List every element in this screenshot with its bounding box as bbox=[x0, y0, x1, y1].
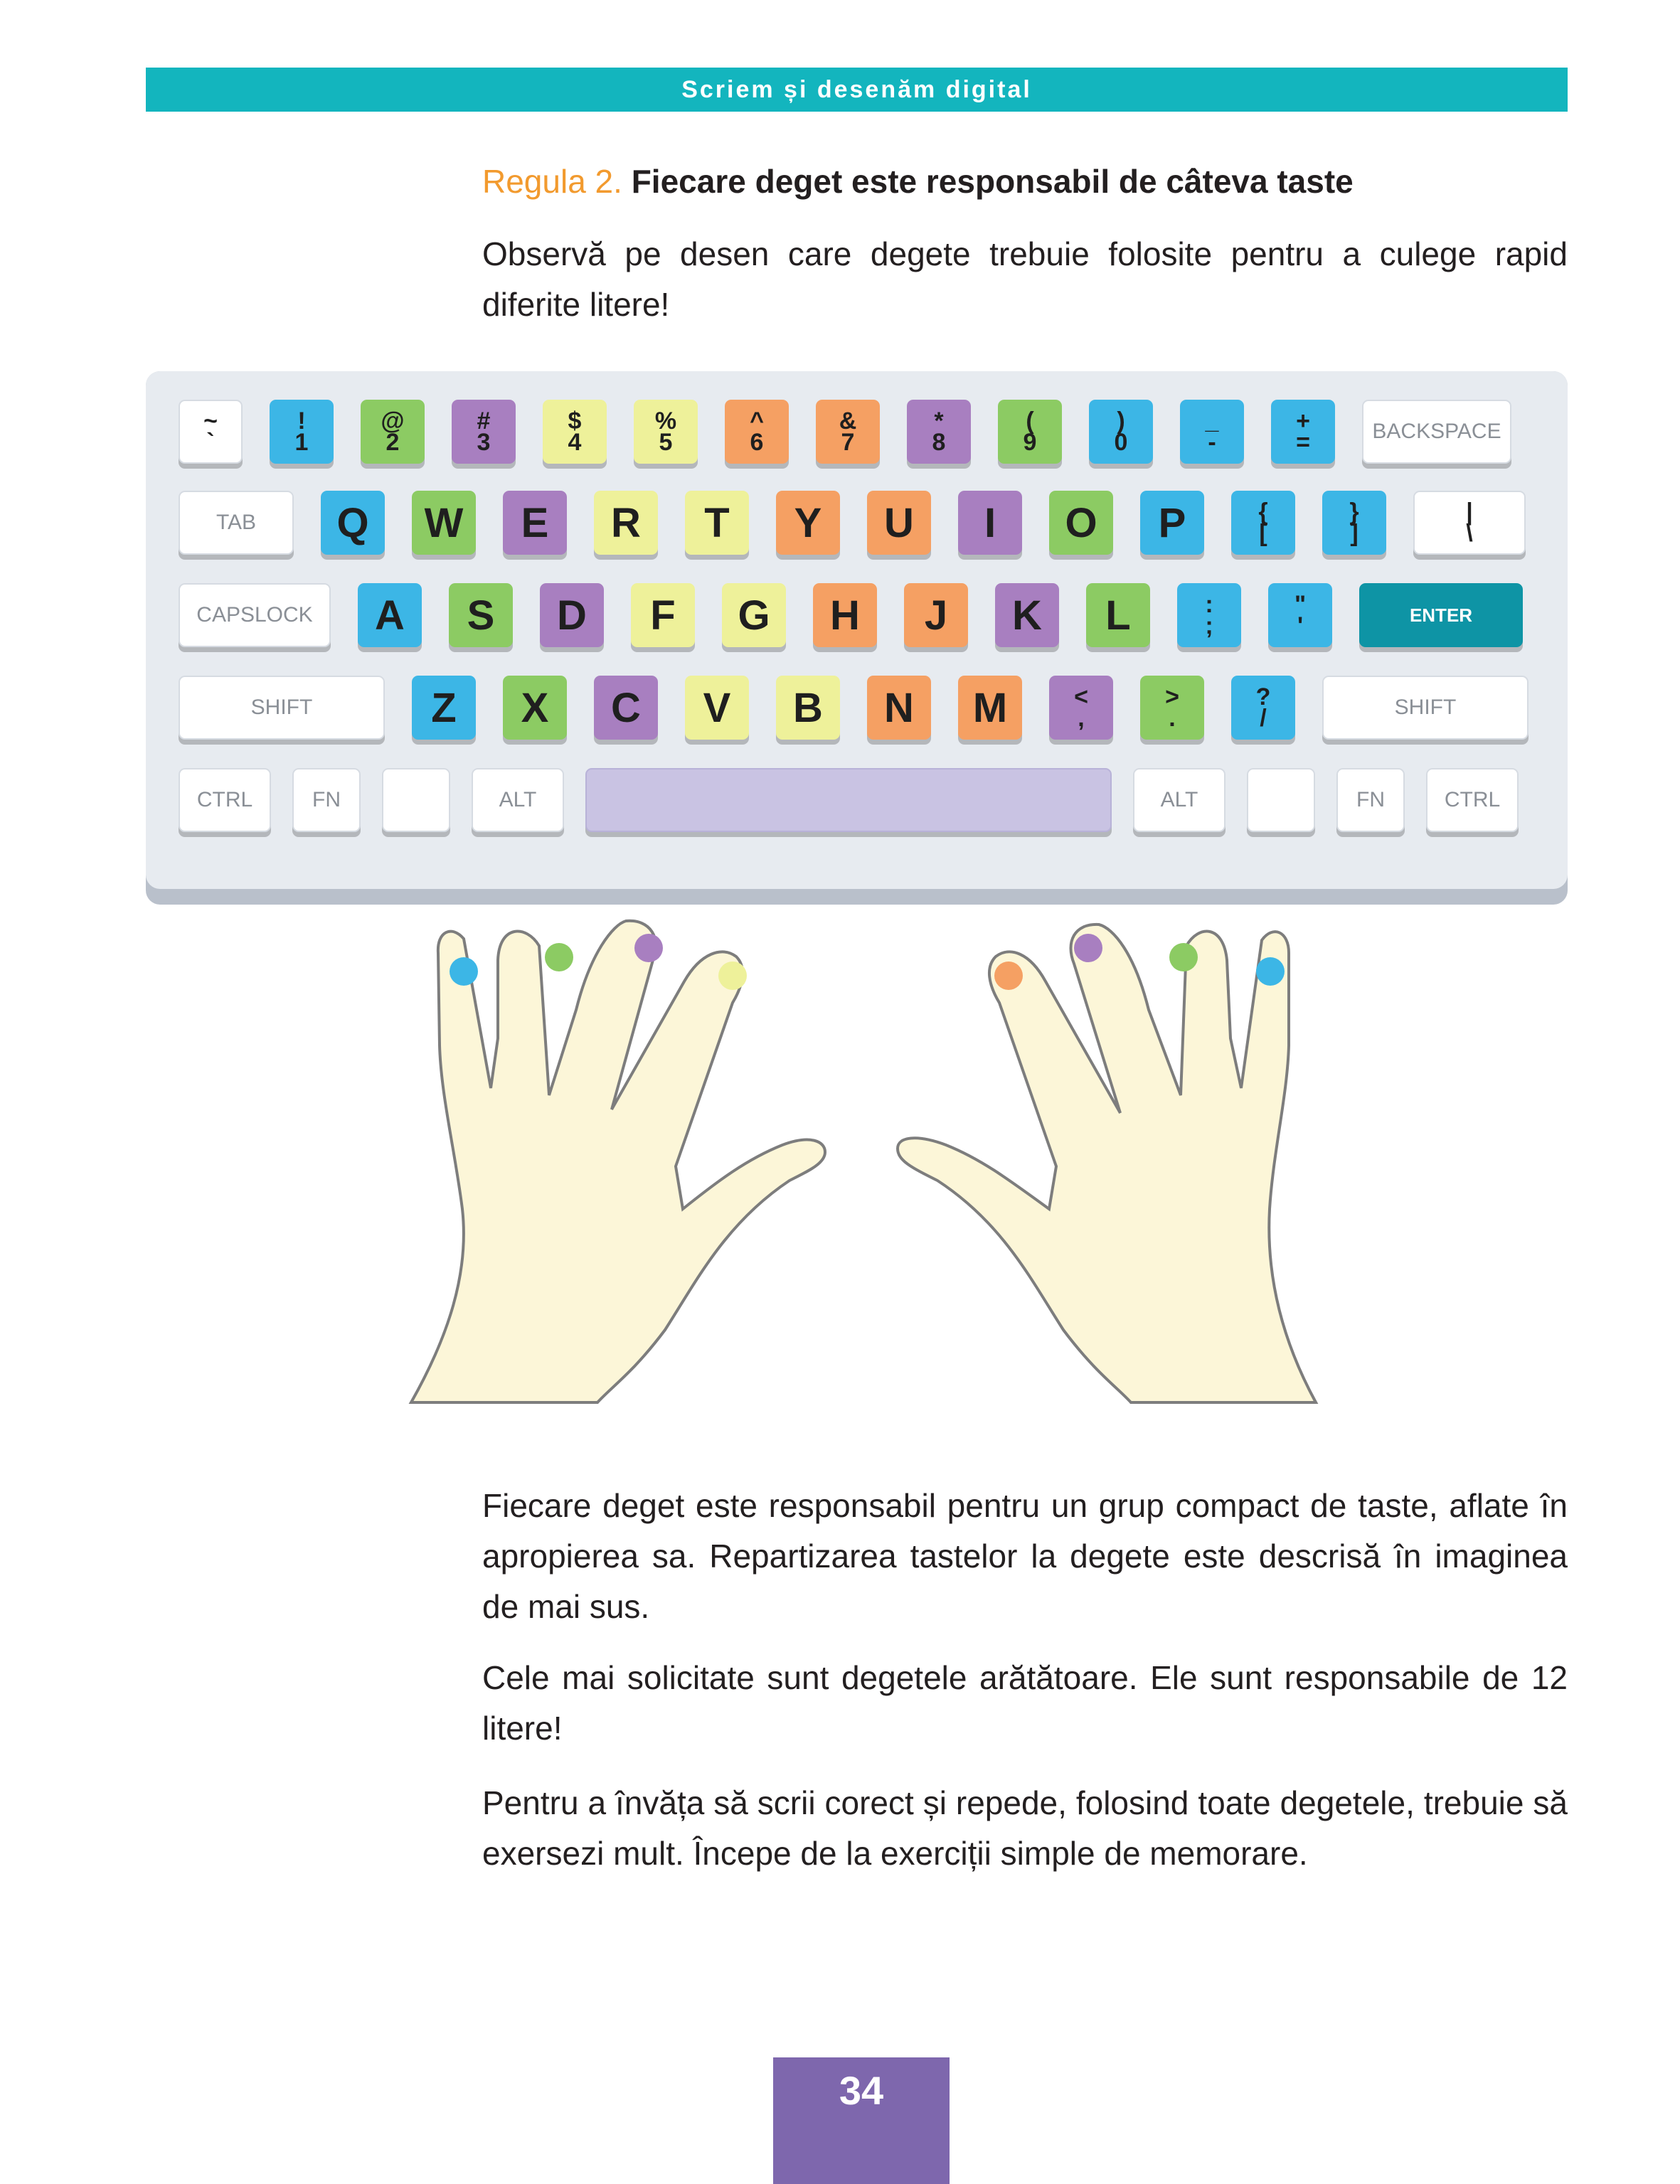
key-shift-char: # bbox=[477, 407, 491, 435]
key-symbol bbox=[543, 400, 607, 464]
key-base-char: . bbox=[1169, 705, 1176, 732]
key-e: E bbox=[503, 491, 567, 555]
key-fn: FN bbox=[292, 768, 361, 832]
key-base-char: ; bbox=[1205, 612, 1213, 639]
key-p: P bbox=[1140, 491, 1204, 555]
key-w: W bbox=[412, 491, 476, 555]
key-base-char: 8 bbox=[932, 429, 946, 456]
left-hand-outline bbox=[411, 921, 825, 1402]
key-shift-char: ~ bbox=[203, 407, 218, 435]
key-shift-char: * bbox=[934, 407, 944, 435]
key-base-char: 3 bbox=[477, 429, 491, 456]
key-d: D bbox=[540, 583, 604, 647]
body-paragraph-1: Fiecare deget este responsabil pentru un grup compact de taste, aflate în apropierea sa. Repartizarea tastelor la degete este descrisă în imaginea de mai sus. bbox=[482, 1487, 1568, 1625]
key-capslock: CAPSLOCK bbox=[179, 583, 331, 647]
key-base-char: 0 bbox=[1114, 429, 1128, 456]
key-base-char: - bbox=[1208, 429, 1216, 456]
right-pinky-tip bbox=[1256, 957, 1285, 986]
key-n: N bbox=[867, 676, 931, 740]
key-c: C bbox=[594, 676, 658, 740]
key-r: R bbox=[594, 491, 658, 555]
key-symbol bbox=[1271, 400, 1335, 464]
right-hand-outline bbox=[898, 925, 1316, 1402]
key-base-char: = bbox=[1296, 429, 1310, 456]
key-base-char: , bbox=[1078, 705, 1085, 732]
left-hand bbox=[405, 924, 457, 1402]
key-shift-char: & bbox=[839, 407, 857, 435]
rule-title: Fiecare deget este responsabil de câteva taste bbox=[631, 163, 1354, 200]
key-j: J bbox=[904, 583, 968, 647]
key-t: T bbox=[685, 491, 749, 555]
key-a: A bbox=[358, 583, 422, 647]
key-shift-char: ( bbox=[1026, 407, 1034, 435]
right-middle-tip bbox=[1074, 934, 1102, 962]
key-symbol bbox=[998, 400, 1062, 464]
key-m: M bbox=[958, 676, 1022, 740]
key-shift-char: ! bbox=[297, 407, 306, 435]
key-symbol bbox=[634, 400, 698, 464]
key-base-char: 7 bbox=[841, 429, 855, 456]
key-shift: SHIFT bbox=[1322, 676, 1529, 740]
key-base-char: / bbox=[1260, 705, 1267, 732]
left-pinky-tip bbox=[450, 957, 478, 986]
chapter-title: Scriem și desenăm digital bbox=[681, 75, 1032, 103]
key-symbol bbox=[816, 400, 880, 464]
key-ctrl: CTRL bbox=[179, 768, 271, 832]
key-symbol bbox=[1268, 583, 1332, 647]
key-enter: ENTER bbox=[1359, 583, 1523, 647]
key-symbol bbox=[179, 400, 243, 464]
key-symbol bbox=[1140, 676, 1204, 740]
key-ctrl: CTRL bbox=[1426, 768, 1519, 832]
key-shift-char: < bbox=[1074, 683, 1088, 710]
body-paragraph-3: Pentru a învăța să scrii corect și repede, folosind toate degetele, trebuie să exersezi mult. Începe de la exerciții simple de memorare. bbox=[482, 1784, 1568, 1872]
key-f: F bbox=[631, 583, 695, 647]
key-k: K bbox=[995, 583, 1059, 647]
key-shift-char: ^ bbox=[750, 407, 764, 435]
key-b: B bbox=[776, 676, 840, 740]
key-symbol bbox=[1089, 400, 1153, 464]
rule-number: Regula 2. bbox=[482, 163, 622, 200]
keyboard-illustration bbox=[146, 371, 1568, 912]
key-shift-char: + bbox=[1296, 407, 1310, 435]
chapter-header-bar bbox=[146, 68, 1568, 112]
key-base-char: 1 bbox=[294, 429, 309, 456]
page-number-badge bbox=[773, 2057, 950, 2184]
key-base-char: [ bbox=[1259, 520, 1267, 547]
key-shift: SHIFT bbox=[179, 676, 385, 740]
key-symbol bbox=[361, 400, 425, 464]
key-symbol bbox=[907, 400, 971, 464]
rule-heading bbox=[482, 162, 1354, 201]
key-q: Q bbox=[321, 491, 385, 555]
key-backspace: BACKSPACE bbox=[1362, 400, 1511, 464]
key-symbol bbox=[1231, 676, 1295, 740]
key-shift-char: } bbox=[1349, 499, 1359, 526]
key-alt: ALT bbox=[472, 768, 564, 832]
key-base-char: 9 bbox=[1023, 429, 1037, 456]
intro-paragraph: Observă pe desen care degete trebuie folosite pentru a culege rapid diferite litere! bbox=[482, 235, 1568, 323]
body-paragraph-2: Cele mai solicitate sunt degetele arătătoare. Ele sunt responsabile de 12 litere! bbox=[482, 1659, 1568, 1747]
key-shift-char: % bbox=[654, 407, 677, 435]
key-blank bbox=[1247, 768, 1315, 832]
key-shift-char: @ bbox=[381, 407, 405, 435]
key-tab: TAB bbox=[179, 491, 294, 555]
key-shift-char: ? bbox=[1255, 683, 1271, 710]
left-index-tip bbox=[718, 962, 747, 990]
key-blank bbox=[382, 768, 450, 832]
key-shift-char: ) bbox=[1117, 407, 1125, 435]
key-o: O bbox=[1049, 491, 1113, 555]
key-base-char: 5 bbox=[659, 429, 673, 456]
key-symbol bbox=[1180, 400, 1244, 464]
key-symbol bbox=[1177, 583, 1241, 647]
key-base-char: 4 bbox=[568, 429, 582, 456]
key-symbol bbox=[1049, 676, 1113, 740]
right-ring-tip bbox=[1169, 943, 1198, 971]
key-z: Z bbox=[412, 676, 476, 740]
key-symbol bbox=[1322, 491, 1386, 555]
key-shift-char: " bbox=[1294, 591, 1307, 618]
key-shift-char: : bbox=[1205, 591, 1213, 618]
key-base-char: \ bbox=[1466, 520, 1473, 547]
key-shift-char: { bbox=[1258, 499, 1268, 526]
key-h: H bbox=[813, 583, 877, 647]
key-base-char: ' bbox=[1297, 612, 1304, 639]
key-base-char: ] bbox=[1350, 520, 1359, 547]
key-base-char: ` bbox=[206, 429, 215, 456]
key-g: G bbox=[722, 583, 786, 647]
key-v: V bbox=[685, 676, 749, 740]
key-fn: FN bbox=[1336, 768, 1405, 832]
key-i: I bbox=[958, 491, 1022, 555]
key-symbol bbox=[725, 400, 789, 464]
key-symbol bbox=[1413, 491, 1526, 555]
key-s: S bbox=[449, 583, 513, 647]
left-middle-tip bbox=[634, 934, 663, 962]
key-symbol bbox=[1231, 491, 1295, 555]
key-base-char: 2 bbox=[386, 429, 400, 456]
key-shift-char: > bbox=[1165, 683, 1179, 710]
key-base-char: 6 bbox=[750, 429, 764, 456]
key-u: U bbox=[867, 491, 931, 555]
right-index-tip bbox=[994, 962, 1023, 990]
page-number: 34 bbox=[839, 2068, 884, 2113]
key-space bbox=[585, 768, 1112, 832]
key-shift-char: _ bbox=[1205, 407, 1219, 435]
key-x: X bbox=[503, 676, 567, 740]
key-y: Y bbox=[776, 491, 840, 555]
key-symbol bbox=[270, 400, 334, 464]
key-shift-char: $ bbox=[568, 407, 582, 435]
key-symbol bbox=[452, 400, 516, 464]
key-alt: ALT bbox=[1133, 768, 1226, 832]
left-ring-tip bbox=[545, 943, 573, 971]
key-shift-char: | bbox=[1466, 499, 1473, 526]
key-l: L bbox=[1086, 583, 1150, 647]
